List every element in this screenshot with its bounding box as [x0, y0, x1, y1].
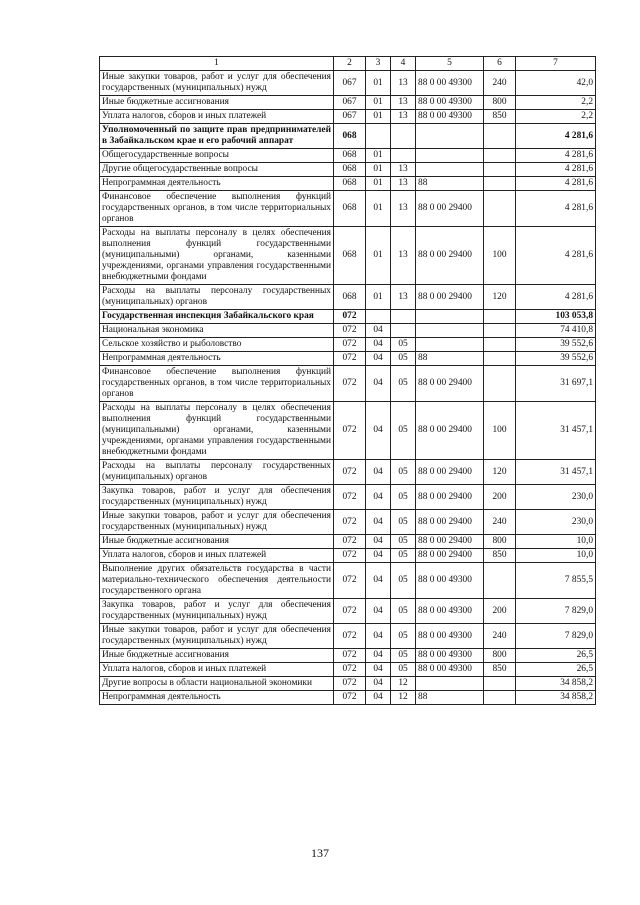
item-csr: 88 0 00 29400	[416, 402, 484, 460]
item-sum: 2,2	[516, 110, 596, 124]
item-ved: 072	[334, 352, 366, 366]
item-ved: 072	[334, 563, 366, 599]
item-ved: 067	[334, 96, 366, 110]
item-pr: 05	[391, 402, 416, 460]
item-rz: 01	[366, 110, 391, 124]
item-csr: 88	[416, 691, 484, 705]
item-vr: 850	[484, 549, 516, 563]
header-cell: 5	[416, 57, 484, 71]
table-row	[100, 177, 596, 191]
item-name: Уплата налогов, сборов и иных платежей	[100, 549, 334, 563]
table-row	[100, 485, 596, 510]
item-vr: 240	[484, 510, 516, 535]
item-ved: 072	[334, 338, 366, 352]
item-name: Уполномоченный по защите прав предпринимателей в Забайкальском крае и его рабочий аппарат	[100, 124, 334, 149]
item-vr	[484, 324, 516, 338]
table-row	[100, 110, 596, 124]
item-rz: 01	[366, 285, 391, 310]
item-vr	[484, 163, 516, 177]
table-row	[100, 149, 596, 163]
item-vr: 850	[484, 110, 516, 124]
table-row	[100, 352, 596, 366]
item-rz: 01	[366, 96, 391, 110]
item-sum: 74 410,8	[516, 324, 596, 338]
item-name: Финансовое обеспечение выполнения функций государственных органов, в том числе территориальных органов	[100, 366, 334, 402]
item-vr	[484, 191, 516, 227]
table-row	[100, 366, 596, 402]
item-pr: 13	[391, 71, 416, 96]
item-vr	[484, 677, 516, 691]
table-row	[100, 549, 596, 563]
item-ved: 072	[334, 599, 366, 624]
item-ved: 068	[334, 227, 366, 285]
item-vr	[484, 338, 516, 352]
item-vr: 100	[484, 402, 516, 460]
item-sum: 26,5	[516, 649, 596, 663]
table-row	[100, 535, 596, 549]
item-ved: 072	[334, 663, 366, 677]
item-name: Расходы на выплаты персоналу в целях обеспечения выполнения функций государственными (муниципальными) органами, казенными учреждениями, органами управления государственными внебюджетными фондами	[100, 227, 334, 285]
item-ved: 072	[334, 549, 366, 563]
item-name: Сельское хозяйство и рыболовство	[100, 338, 334, 352]
item-name: Непрограммная деятельность	[100, 352, 334, 366]
item-ved: 072	[334, 677, 366, 691]
item-sum: 4 281,6	[516, 227, 596, 285]
item-vr	[484, 563, 516, 599]
item-vr: 120	[484, 460, 516, 485]
item-pr: 13	[391, 163, 416, 177]
item-ved: 072	[334, 366, 366, 402]
item-csr	[416, 149, 484, 163]
item-rz: 04	[366, 510, 391, 535]
item-rz	[366, 310, 391, 324]
item-vr: 800	[484, 96, 516, 110]
item-name: Уплата налогов, сборов и иных платежей	[100, 663, 334, 677]
table-row	[100, 71, 596, 96]
header-cell: 1	[100, 57, 334, 71]
item-sum: 10,0	[516, 535, 596, 549]
item-vr: 120	[484, 285, 516, 310]
table-row	[100, 227, 596, 285]
item-rz: 01	[366, 177, 391, 191]
item-pr: 05	[391, 649, 416, 663]
item-csr: 88 0 00 49300	[416, 110, 484, 124]
table-row	[100, 402, 596, 460]
item-sum: 103 053,8	[516, 310, 596, 324]
header-cell: 6	[484, 57, 516, 71]
item-ved: 072	[334, 624, 366, 649]
item-csr: 88 0 00 49300	[416, 624, 484, 649]
item-pr: 13	[391, 96, 416, 110]
item-sum: 26,5	[516, 663, 596, 677]
header-cell: 2	[334, 57, 366, 71]
item-ved: 068	[334, 285, 366, 310]
item-csr	[416, 338, 484, 352]
item-sum: 4 281,6	[516, 149, 596, 163]
item-sum: 10,0	[516, 549, 596, 563]
item-sum: 34 858,2	[516, 691, 596, 705]
page-number: 137	[311, 846, 329, 860]
item-name: Иные бюджетные ассигнования	[100, 535, 334, 549]
item-name: Расходы на выплаты персоналу в целях обеспечения выполнения функций государственными (муниципальными) органами, казенными учреждениями, органами управления государственными внебюджетными фондами	[100, 402, 334, 460]
item-vr	[484, 310, 516, 324]
item-rz: 04	[366, 338, 391, 352]
table-row	[100, 663, 596, 677]
item-pr: 05	[391, 366, 416, 402]
item-ved: 072	[334, 510, 366, 535]
item-pr	[391, 124, 416, 149]
item-ved: 068	[334, 163, 366, 177]
item-csr: 88 0 00 49300	[416, 663, 484, 677]
item-vr	[484, 691, 516, 705]
item-ved: 068	[334, 191, 366, 227]
item-sum: 230,0	[516, 510, 596, 535]
item-csr	[416, 310, 484, 324]
item-pr: 13	[391, 191, 416, 227]
item-rz: 04	[366, 352, 391, 366]
table-row	[100, 599, 596, 624]
item-pr: 05	[391, 485, 416, 510]
item-pr: 05	[391, 549, 416, 563]
table-row	[100, 624, 596, 649]
item-csr: 88 0 00 49300	[416, 96, 484, 110]
table-row	[100, 191, 596, 227]
item-rz: 04	[366, 366, 391, 402]
item-vr: 200	[484, 485, 516, 510]
item-rz: 01	[366, 191, 391, 227]
item-sum: 42,0	[516, 71, 596, 96]
item-name: Общегосударственные вопросы	[100, 149, 334, 163]
item-vr: 240	[484, 624, 516, 649]
header-cell: 3	[366, 57, 391, 71]
item-pr: 05	[391, 510, 416, 535]
item-rz: 04	[366, 549, 391, 563]
item-sum: 31 457,1	[516, 460, 596, 485]
item-vr	[484, 366, 516, 402]
item-vr	[484, 124, 516, 149]
item-pr: 05	[391, 599, 416, 624]
item-name: Закупка товаров, работ и услуг для обеспечения государственных (муниципальных) нужд	[100, 485, 334, 510]
item-name: Другие общегосударственные вопросы	[100, 163, 334, 177]
item-pr	[391, 310, 416, 324]
item-csr: 88 0 00 49300	[416, 599, 484, 624]
table-row	[100, 324, 596, 338]
item-pr: 05	[391, 624, 416, 649]
item-rz: 04	[366, 485, 391, 510]
item-csr: 88 0 00 29400	[416, 285, 484, 310]
item-csr: 88 0 00 29400	[416, 460, 484, 485]
item-csr: 88	[416, 177, 484, 191]
item-name: Уплата налогов, сборов и иных платежей	[100, 110, 334, 124]
item-ved: 068	[334, 177, 366, 191]
item-name: Финансовое обеспечение выполнения функций государственных органов, в том числе территориальных органов	[100, 191, 334, 227]
item-name: Иные бюджетные ассигнования	[100, 649, 334, 663]
item-sum: 4 281,6	[516, 177, 596, 191]
item-rz: 04	[366, 599, 391, 624]
item-pr: 13	[391, 110, 416, 124]
item-vr: 200	[484, 599, 516, 624]
item-name: Иные закупки товаров, работ и услуг для обеспечения государственных (муниципальных) нужд	[100, 624, 334, 649]
item-pr: 13	[391, 177, 416, 191]
item-vr: 850	[484, 663, 516, 677]
item-csr	[416, 124, 484, 149]
item-rz	[366, 124, 391, 149]
item-sum: 7 829,0	[516, 599, 596, 624]
item-vr: 800	[484, 535, 516, 549]
item-rz: 04	[366, 691, 391, 705]
item-rz: 04	[366, 460, 391, 485]
item-ved: 072	[334, 485, 366, 510]
item-csr: 88 0 00 29400	[416, 549, 484, 563]
item-pr	[391, 324, 416, 338]
item-name: Иные закупки товаров, работ и услуг для обеспечения государственных (муниципальных) нужд	[100, 71, 334, 96]
item-pr: 05	[391, 352, 416, 366]
item-pr: 05	[391, 338, 416, 352]
table-row	[100, 563, 596, 599]
item-name: Другие вопросы в области национальной экономики	[100, 677, 334, 691]
item-ved: 067	[334, 110, 366, 124]
item-name: Выполнение других обязательств государства в части материально-технического обеспечения деятельности государственного органа	[100, 563, 334, 599]
item-name: Национальная экономика	[100, 324, 334, 338]
item-rz: 01	[366, 71, 391, 96]
item-name: Непрограммная деятельность	[100, 177, 334, 191]
item-ved: 072	[334, 691, 366, 705]
item-csr	[416, 677, 484, 691]
item-ved: 072	[334, 535, 366, 549]
item-vr: 240	[484, 71, 516, 96]
item-vr	[484, 149, 516, 163]
item-sum: 31 697,1	[516, 366, 596, 402]
item-ved: 068	[334, 149, 366, 163]
table-row	[100, 163, 596, 177]
item-sum: 4 281,6	[516, 285, 596, 310]
item-pr: 05	[391, 460, 416, 485]
table-row	[100, 460, 596, 485]
item-csr: 88 0 00 29400	[416, 227, 484, 285]
item-rz: 04	[366, 624, 391, 649]
table-row	[100, 677, 596, 691]
item-sum: 34 858,2	[516, 677, 596, 691]
item-name: Государственная инспекция Забайкальского края	[100, 310, 334, 324]
item-csr	[416, 163, 484, 177]
item-rz: 01	[366, 163, 391, 177]
table-row	[100, 338, 596, 352]
item-sum: 7 829,0	[516, 624, 596, 649]
item-csr: 88 0 00 29400	[416, 485, 484, 510]
item-pr: 13	[391, 227, 416, 285]
item-pr: 05	[391, 563, 416, 599]
item-pr: 05	[391, 535, 416, 549]
item-name: Иные закупки товаров, работ и услуг для обеспечения государственных (муниципальных) нужд	[100, 510, 334, 535]
item-pr	[391, 149, 416, 163]
item-sum: 4 281,6	[516, 124, 596, 149]
item-sum: 4 281,6	[516, 191, 596, 227]
item-ved: 068	[334, 124, 366, 149]
budget-table	[99, 56, 596, 705]
item-rz: 04	[366, 563, 391, 599]
item-pr: 05	[391, 663, 416, 677]
item-vr	[484, 177, 516, 191]
item-ved: 072	[334, 649, 366, 663]
item-vr	[484, 352, 516, 366]
item-ved: 072	[334, 402, 366, 460]
item-rz: 04	[366, 649, 391, 663]
item-vr: 100	[484, 227, 516, 285]
item-csr	[416, 324, 484, 338]
item-csr: 88 0 00 49300	[416, 71, 484, 96]
table-row	[100, 310, 596, 324]
item-vr: 800	[484, 649, 516, 663]
header-cell: 4	[391, 57, 416, 71]
table-row	[100, 124, 596, 149]
item-ved: 072	[334, 460, 366, 485]
item-sum: 2,2	[516, 96, 596, 110]
table-row	[100, 691, 596, 705]
item-csr: 88 0 00 29400	[416, 535, 484, 549]
table-body	[100, 57, 596, 705]
item-name: Закупка товаров, работ и услуг для обеспечения государственных (муниципальных) нужд	[100, 599, 334, 624]
item-csr: 88 0 00 29400	[416, 366, 484, 402]
item-name: Иные бюджетные ассигнования	[100, 96, 334, 110]
item-pr: 12	[391, 677, 416, 691]
item-rz: 01	[366, 227, 391, 285]
header-row	[100, 57, 596, 71]
item-name: Расходы на выплаты персоналу государственных (муниципальных) органов	[100, 285, 334, 310]
table-row	[100, 510, 596, 535]
item-csr: 88 0 00 49300	[416, 563, 484, 599]
item-rz: 01	[366, 149, 391, 163]
item-sum: 31 457,1	[516, 402, 596, 460]
item-sum: 230,0	[516, 485, 596, 510]
item-rz: 04	[366, 402, 391, 460]
item-csr: 88	[416, 352, 484, 366]
header-cell: 7	[516, 57, 596, 71]
table-row	[100, 285, 596, 310]
item-rz: 04	[366, 677, 391, 691]
item-rz: 04	[366, 663, 391, 677]
item-ved: 072	[334, 310, 366, 324]
item-name: Непрограммная деятельность	[100, 691, 334, 705]
item-rz: 04	[366, 535, 391, 549]
item-pr: 12	[391, 691, 416, 705]
item-csr: 88 0 00 49300	[416, 649, 484, 663]
item-rz: 04	[366, 324, 391, 338]
item-csr: 88 0 00 29400	[416, 191, 484, 227]
item-sum: 4 281,6	[516, 163, 596, 177]
item-sum: 39 552,6	[516, 352, 596, 366]
item-ved: 067	[334, 71, 366, 96]
table-row	[100, 96, 596, 110]
item-pr: 13	[391, 285, 416, 310]
item-sum: 7 855,5	[516, 563, 596, 599]
table-row	[100, 649, 596, 663]
item-name: Расходы на выплаты персоналу государственных (муниципальных) органов	[100, 460, 334, 485]
item-ved: 072	[334, 324, 366, 338]
item-csr: 88 0 00 29400	[416, 510, 484, 535]
item-sum: 39 552,6	[516, 338, 596, 352]
